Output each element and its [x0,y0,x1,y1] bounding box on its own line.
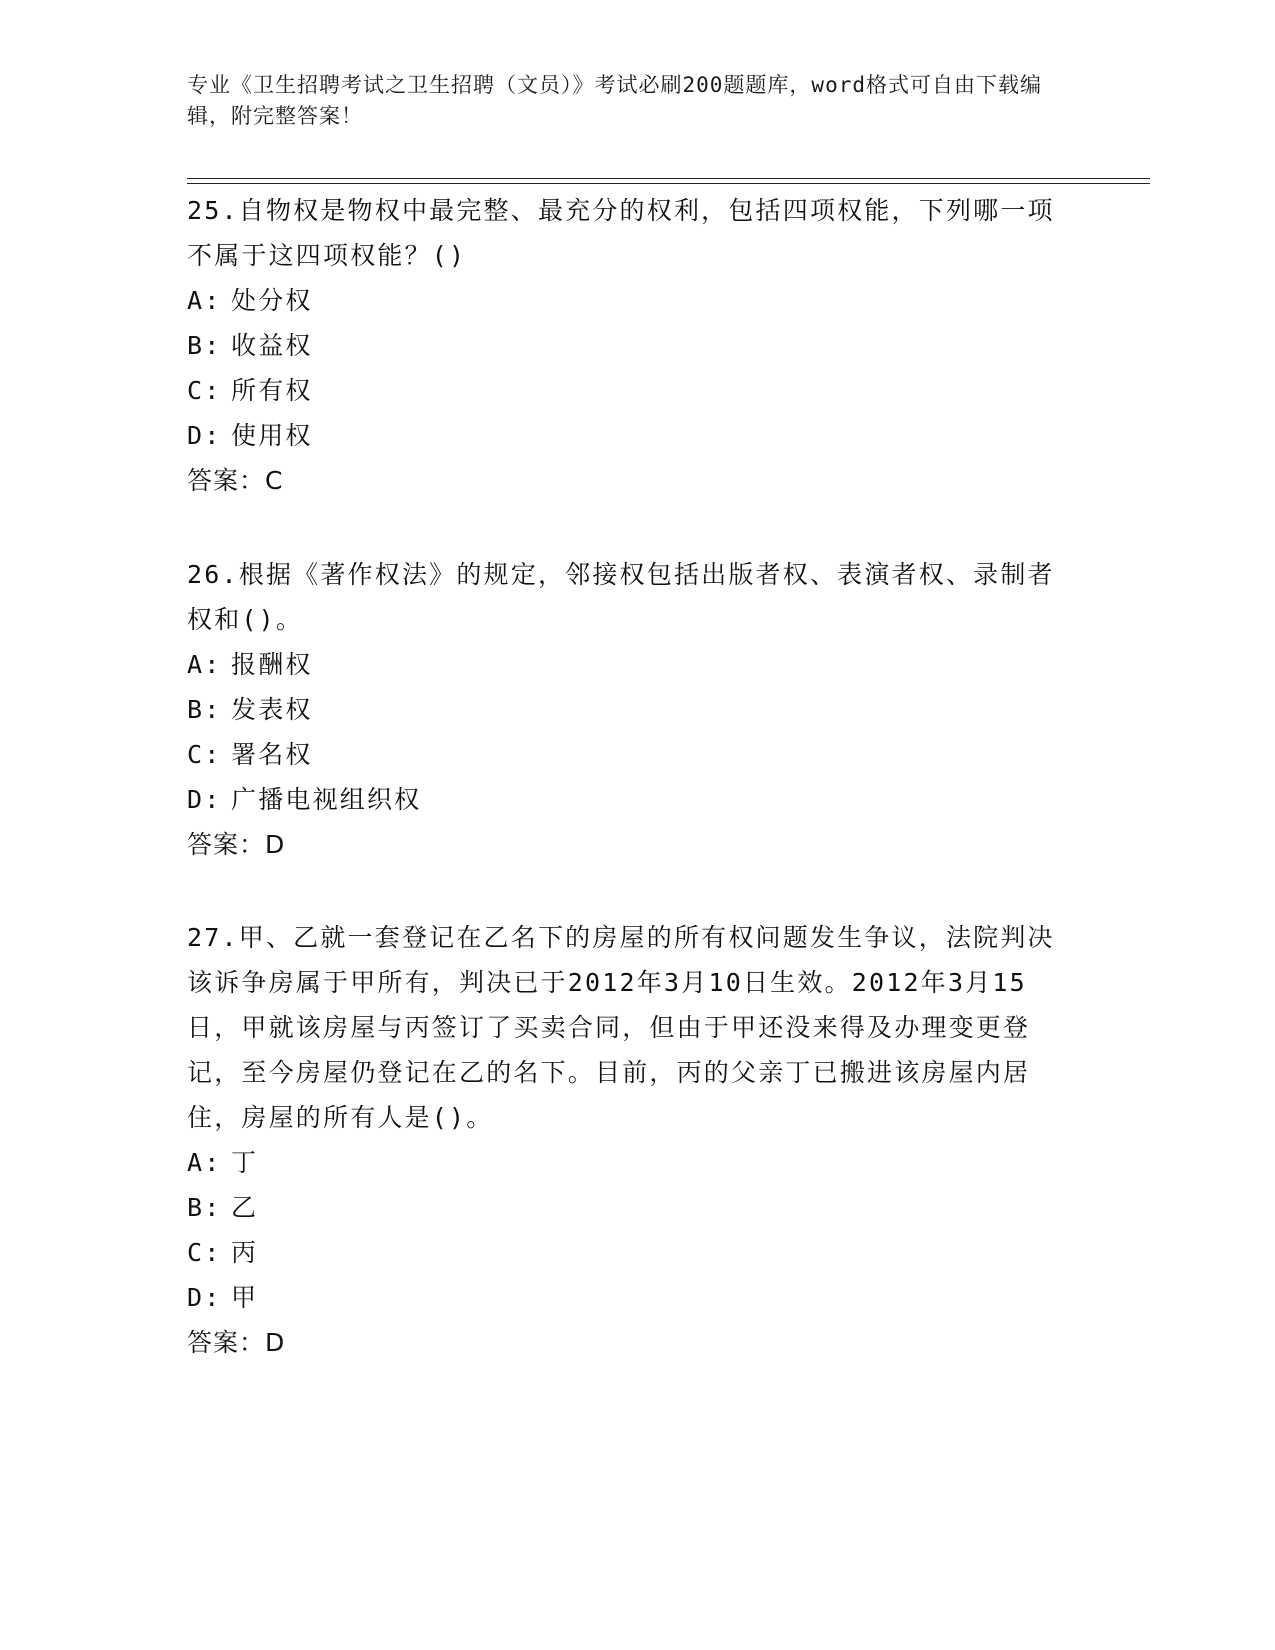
option-c [187,1230,1067,1275]
question-25 [187,188,1067,503]
document-header: 专业《卫生招聘考试之卫生招聘（文员）》考试必刷200题题库，word格式可自由下载编辑，附完整答案！ [187,73,1042,128]
option-d [187,1275,1067,1320]
option-b [187,1185,1067,1230]
option-text: 甲 [231,1283,259,1312]
option-b [187,323,1067,368]
option-a [187,642,1067,687]
question-27 [187,915,1067,1365]
question-stem: 27.甲、乙就一套登记在乙名下的房屋的所有权问题发生争议，法院判决该诉争房属于甲所有，判决已于2012年3月10日生效。2012年3月15日，甲就该房屋与丙签订了买卖合同，但由于甲还没来得及办理变更登记，至今房屋仍登记在乙的名下。目前，丙的父亲丁已搬进该房屋内居住，房屋的所有人是()。 [187,923,1055,1132]
option-text: 收益权 [231,331,313,360]
option-key: B: [187,1193,222,1222]
option-key: D: [187,1283,222,1312]
answer-line: 答案：D [187,1328,286,1357]
option-text: 使用权 [231,421,313,450]
option-text: 所有权 [231,376,313,405]
answer-line: 答案：D [187,830,286,859]
option-key: C: [187,1238,222,1267]
option-b [187,687,1067,732]
option-text: 处分权 [231,286,313,315]
option-text: 报酬权 [231,650,313,679]
option-key: A: [187,1148,222,1177]
header-divider-bottom [187,183,1150,184]
option-text: 署名权 [231,740,313,769]
question-stem: 26.根据《著作权法》的规定，邻接权包括出版者权、表演者权、录制者权和()。 [187,560,1055,634]
option-key: A: [187,286,222,315]
option-a [187,1140,1067,1185]
option-a [187,278,1067,323]
option-key: D: [187,785,222,814]
option-key: B: [187,695,222,724]
answer-line: 答案：C [187,466,284,495]
option-text: 丁 [231,1148,259,1177]
option-key: B: [187,331,222,360]
option-key: D: [187,421,222,450]
option-c [187,368,1067,413]
option-text: 发表权 [231,695,313,724]
option-text: 乙 [231,1193,259,1222]
option-key: C: [187,740,222,769]
question-stem: 25.自物权是物权中最完整、最充分的权利，包括四项权能，下列哪一项不属于这四项权能？() [187,196,1055,270]
option-c [187,732,1067,777]
header-divider-top [187,178,1150,179]
option-d [187,413,1067,458]
question-26 [187,552,1067,867]
option-key: A: [187,650,222,679]
option-d [187,777,1067,822]
option-text: 丙 [231,1238,259,1267]
option-text: 广播电视组织权 [231,785,422,814]
option-key: C: [187,376,222,405]
